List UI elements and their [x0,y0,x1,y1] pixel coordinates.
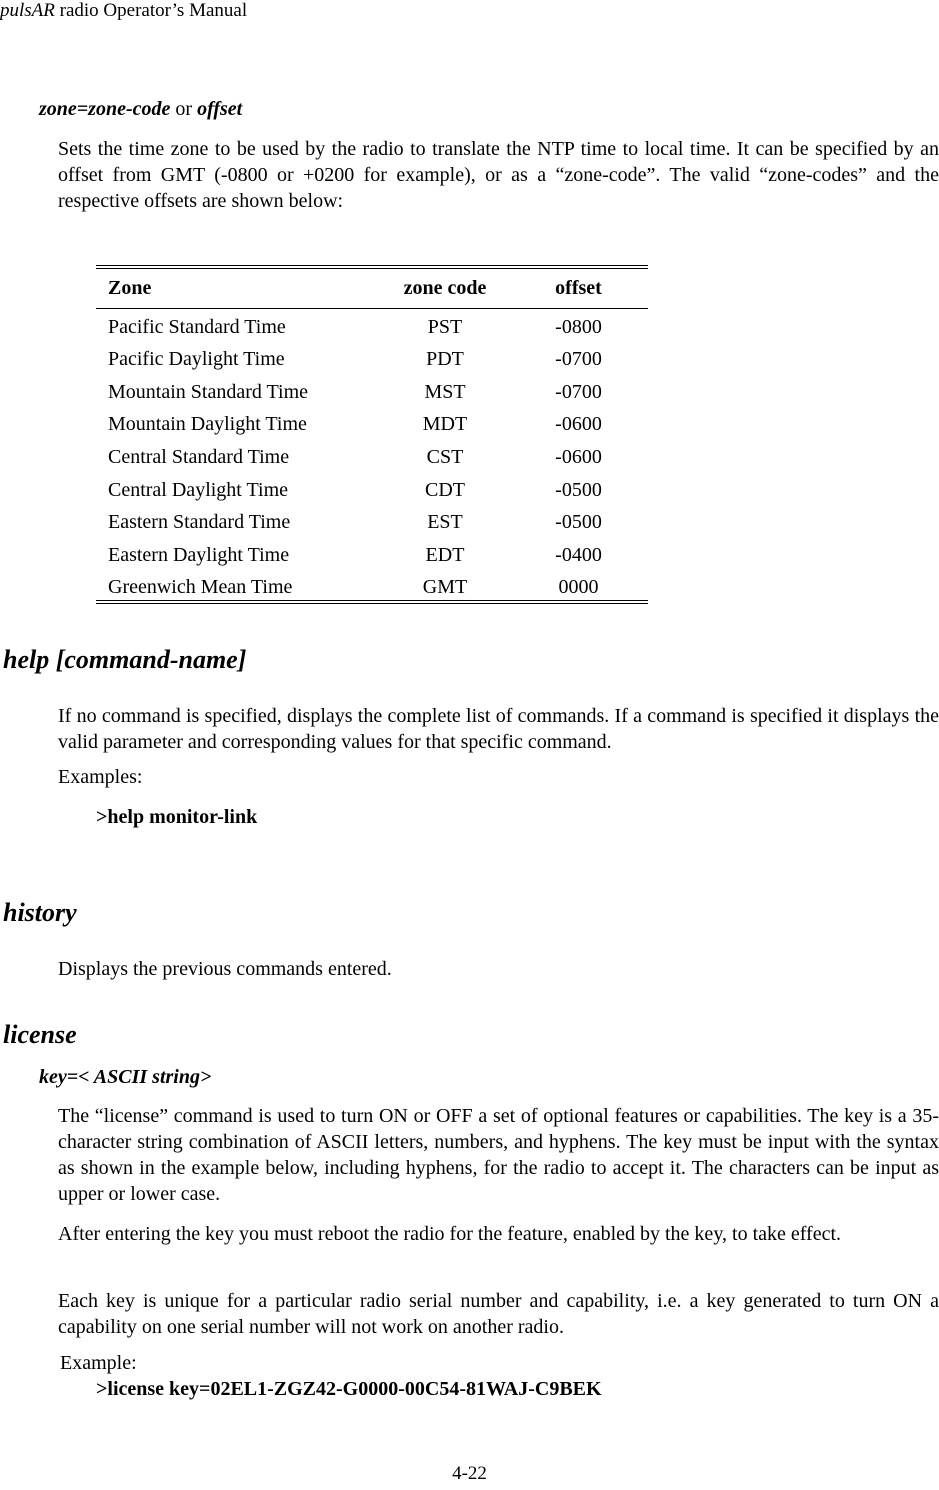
table-cell-code: GMT [422,576,468,598]
page-number: 4-22 [452,1463,487,1484]
table-cell-zone: Mountain Daylight Time [108,413,307,435]
table-cell-code: MDT [422,413,468,435]
help-description: If no command is specified, displays the complete list of commands. If a command is specified it displays the valid parameter and corresponding values for that specific command. [58,705,939,753]
table-bottom-rule [96,600,648,601]
table-top-rule-2 [96,268,648,269]
header-product-name: pulsAR [0,0,55,21]
table-cell-code: EST [427,511,463,533]
table-cell-zone: Eastern Daylight Time [108,544,290,566]
table-cell-code: MST [424,381,466,403]
table-header-rule [96,308,648,309]
table-header-zone-code: zone code [403,277,487,299]
zone-param-or: or [170,98,198,120]
table-cell-offset: -0500 [555,479,602,501]
table-cell-offset: -0700 [555,348,602,370]
table-cell-offset: -0600 [555,446,602,468]
table-cell-code: CDT [425,479,465,501]
help-example-command: >help monitor-link [96,806,258,828]
license-paragraph-2: After entering the key you must reboot the radio for the feature, enabled by the key, to take effect. [58,1223,842,1245]
header-title-rest: radio Operator’s Manual [54,0,248,21]
table-bottom-rule-2 [96,603,648,604]
table-cell-zone: Pacific Daylight Time [108,348,285,370]
table-cell-zone: Central Standard Time [108,446,290,468]
table-cell-offset: 0000 [558,576,599,598]
table-cell-code: EDT [425,544,465,566]
table-cell-zone: Mountain Standard Time [108,381,309,403]
table-cell-code: CST [426,446,464,468]
zone-param-offset: offset [197,98,243,120]
table-cell-zone: Central Daylight Time [108,479,288,501]
help-command-heading: help [command-name] [3,645,247,674]
table-cell-code: PST [427,316,463,338]
table-cell-offset: -0600 [555,413,602,435]
table-cell-offset: -0400 [555,544,602,566]
zone-description: Sets the time zone to be used by the radio to translate the NTP time to local time. It can be specified by an offset from GMT (-0800 or +0200 for example), or as a “zone-code”. The valid “zone-codes” and the respective offsets are shown below: [58,138,939,212]
table-cell-zone: Pacific Standard Time [108,316,286,338]
table-header-offset: offset [555,277,602,299]
table-cell-zone: Eastern Standard Time [108,511,291,533]
table-top-rule [96,265,648,266]
license-example-label: Example: [60,1352,137,1374]
license-paragraph-1: The “license” command is used to turn ON or OFF a set of optional features or capabilities. The key is a 35-character string combination of ASCII letters, numbers, and hyphens. The key must be input with the syntax as shown in the example below, including hyphens, for the radio to accept it. The characters can be input as upper or lower case. [58,1105,939,1205]
zone-param-heading [39,98,242,121]
history-description: Displays the previous commands entered. [58,958,392,980]
license-key-param: key=< ASCII string> [39,1066,212,1088]
table-header-zone: Zone [108,277,152,299]
license-example-command: >license key=02EL1-ZGZ42-G0000-00C54-81WAJ-C9BEK [96,1378,602,1400]
license-paragraph-3: Each key is unique for a particular radio serial number and capability, i.e. a key generated to turn ON a capability on one serial number will not work on another radio. [58,1290,939,1338]
table-cell-zone: Greenwich Mean Time [108,576,293,598]
license-command-heading: license [3,1020,77,1049]
table-cell-offset: -0700 [555,381,602,403]
zone-param-name: zone=zone-code [39,98,171,120]
table-cell-offset: -0800 [555,316,602,338]
table-cell-code: PDT [426,348,464,370]
help-examples-label: Examples: [58,766,143,788]
table-cell-offset: -0500 [555,511,602,533]
history-command-heading: history [3,898,77,927]
running-header [0,0,247,22]
